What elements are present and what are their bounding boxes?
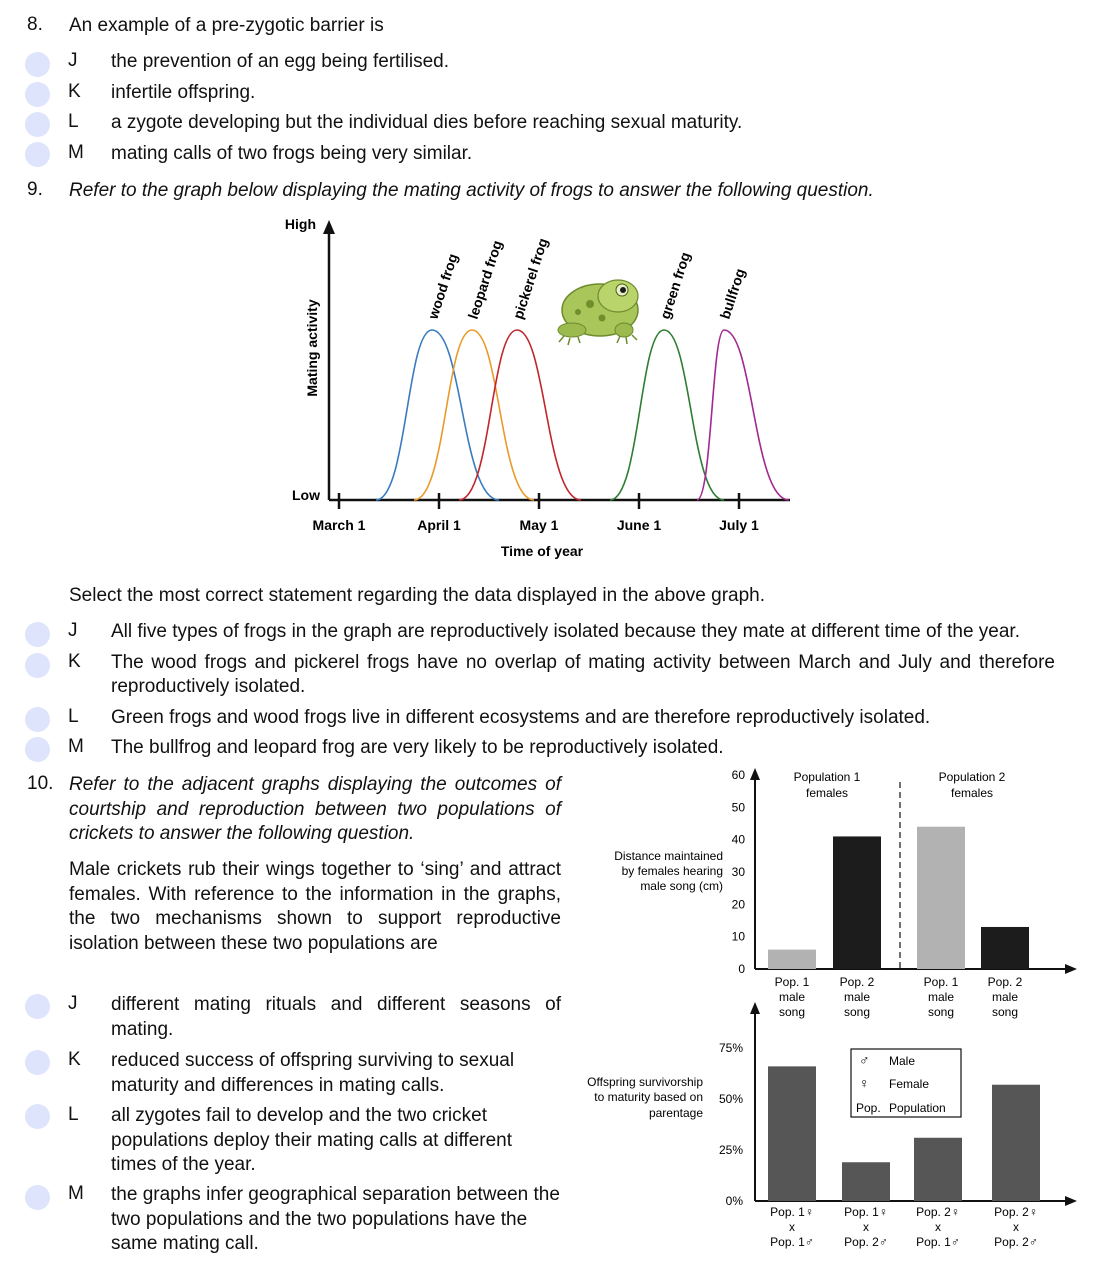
q10-option-k-letter: K (68, 1049, 81, 1070)
distance-x-label: male (991, 990, 1019, 1004)
distance-y-tick-label: 0 (738, 962, 745, 976)
distance-group2-line2: females (950, 786, 994, 800)
distance-x-label: song (991, 1005, 1019, 1019)
frog-series-label: bullfrog (716, 266, 748, 321)
q9-number: 9. (27, 179, 43, 200)
survivorship-bar (768, 1066, 816, 1201)
q9-option-j-text: All five types of frogs in the graph are reproductively isolated because they mate at different time of the year. (111, 621, 1020, 642)
survivorship-x-label: Pop. 1♂ (916, 1235, 960, 1249)
survivorship-ylabel-line2: to maturity based on (594, 1090, 703, 1104)
q10-option-j-letter: J (68, 993, 78, 1014)
distance-bar (981, 927, 1029, 969)
q9-option-l-letter: L (68, 706, 79, 727)
q10-option-j-radio[interactable] (25, 994, 50, 1019)
q9-option-m-text: The bullfrog and leopard frog are very likely to be reproductively isolated. (111, 737, 724, 758)
survivorship-bar (914, 1138, 962, 1201)
q10-option-j-text: different mating rituals and different seasons of mating. (111, 994, 561, 1040)
survivorship-x-label: x (1013, 1220, 1019, 1234)
survivorship-bar (842, 1162, 890, 1201)
distance-y-tick-label: 50 (731, 800, 745, 815)
frog-chart-y-high: High (284, 216, 316, 232)
distance-y-tick-label: 60 (731, 768, 745, 782)
q10-option-m-text: the graphs infer geographical separation between the two populations and the two populations have the same mating call. (111, 1184, 560, 1254)
frog-series-green-frog (610, 330, 724, 500)
q8-option-m-text: mating calls of two frogs being very similar. (111, 143, 473, 164)
q8-option-k-letter: K (68, 81, 81, 102)
q10-option-m-letter: M (68, 1183, 84, 1204)
survivorship-x-label: Pop. 2♂ (994, 1235, 1038, 1249)
q8-option-k-radio[interactable] (25, 82, 50, 107)
distance-x-label: male (927, 990, 955, 1004)
distance-ylabel-line3: male song (cm) (640, 879, 723, 893)
q9-option-j-letter: J (68, 620, 78, 641)
survivorship-y-tick-label: 75% (718, 1041, 743, 1055)
q9-stem: Refer to the graph below displaying the mating activity of frogs to answer the following question. (69, 180, 874, 201)
distance-y-tick-label: 20 (731, 897, 745, 912)
q8-option-l-text: a zygote developing but the individual dies before reaching sexual maturity. (111, 112, 743, 133)
frog-chart-y-label: Mating activity (304, 299, 320, 397)
q10-option-l-text: all zygotes fail to develop and the two cricket populations deploy their mating calls at different times of the year. (111, 1105, 513, 1175)
survivorship-x-label: Pop. 2♂ (844, 1235, 888, 1249)
q8-option-j-text: the prevention of an egg being fertilised. (111, 51, 450, 72)
legend-male-label: Male (889, 1054, 916, 1068)
distance-group2-line1: Population 2 (938, 770, 1006, 784)
survivorship-x-label: Pop. 1♀ (770, 1205, 814, 1219)
frog-chart-y-low: Low (292, 487, 320, 503)
q8-option-j-letter: J (68, 50, 78, 71)
cricket-charts (575, 760, 1090, 1260)
distance-bar (917, 827, 965, 969)
distance-bar (768, 950, 816, 969)
frog-chart-x-tick-label: May 1 (519, 517, 559, 533)
distance-x-label: Pop. 1 (774, 975, 810, 989)
frog-chart-x-tick-label: June 1 (616, 517, 662, 533)
q10-option-l-radio[interactable] (25, 1104, 50, 1129)
q8-option-l-radio[interactable] (25, 112, 50, 137)
frog-series-label: pickerel frog (509, 236, 551, 321)
legend-female-symbol: ♀ (859, 1075, 870, 1091)
distance-x-label: Pop. 2 (839, 975, 875, 989)
distance-group1-line2: females (805, 786, 849, 800)
distance-x-label: song (778, 1005, 806, 1019)
q9-option-l-radio[interactable] (25, 707, 50, 732)
q8-option-k-text: infertile offspring. (111, 82, 256, 103)
frog-chart-x-tick-label: July 1 (719, 517, 759, 533)
survivorship-x-label: Pop. 1♀ (844, 1205, 888, 1219)
frog-chart-y-arrow (323, 220, 335, 234)
q9-option-k-letter: K (68, 651, 81, 672)
legend-female-label: Female (889, 1077, 930, 1091)
q8-option-m-radio[interactable] (25, 142, 50, 167)
survivorship-x-label: Pop. 1♂ (770, 1235, 814, 1249)
q8-option-l-letter: L (68, 111, 79, 132)
survivorship-y-tick-label: 50% (718, 1092, 743, 1106)
distance-x-label: male (778, 990, 806, 1004)
distance-y-tick-label: 40 (731, 832, 745, 847)
distance-x-label: song (927, 1005, 955, 1019)
legend-male-symbol: ♂ (859, 1052, 870, 1068)
frog-series-wood-frog (376, 330, 499, 500)
q10-option-k-text: reduced success of offspring surviving to sexual maturity and differences in mating calls. (111, 1050, 515, 1096)
q9-option-j-radio[interactable] (25, 622, 50, 647)
q8-option-m-letter: M (68, 142, 84, 163)
frog-chart-x-tick-label: April 1 (417, 517, 461, 533)
q10-number: 10. (27, 773, 54, 794)
q9-question: Select the most correct statement regarding the data displayed in the above graph. (69, 585, 766, 606)
legend-pop-label: Population (889, 1101, 946, 1115)
q10-option-l-letter: L (68, 1104, 79, 1125)
frog-series-pickerel-frog (459, 330, 581, 500)
frog-chart-x-tick-label: March 1 (312, 517, 366, 533)
frog-illustration-icon (558, 280, 638, 345)
distance-group1-line1: Population 1 (793, 770, 861, 784)
survivorship-x-label: x (935, 1220, 941, 1234)
frog-series-leopard-frog (414, 330, 534, 500)
survivorship-ylabel-line3: parentage (648, 1106, 703, 1120)
distance-bar (833, 836, 881, 969)
distance-x-label: Pop. 2 (987, 975, 1023, 989)
survivorship-chart (587, 1002, 1077, 1249)
frog-chart-x-label: Time of year (500, 543, 584, 559)
frog-series-bullfrog (697, 330, 789, 500)
legend-pop-symbol: Pop. (856, 1101, 881, 1115)
survivorship-x-label: x (789, 1220, 795, 1234)
q10-option-m-radio[interactable] (25, 1185, 50, 1210)
survivorship-x-label: Pop. 2♀ (916, 1205, 960, 1219)
distance-x-label: song (843, 1005, 871, 1019)
q10-stem: Refer to the adjacent graphs displaying the outcomes of courtship and reproduction between two populations of crickets to answer the following question. (69, 774, 561, 844)
survivorship-legend (851, 1049, 961, 1117)
frog-mating-chart (270, 208, 810, 568)
q9-option-m-letter: M (68, 736, 84, 757)
survivorship-y-tick-label: 25% (718, 1143, 743, 1157)
frog-series-label: wood frog (424, 251, 461, 321)
q8-stem: An example of a pre-zygotic barrier is (69, 15, 384, 36)
survivorship-y-tick-label: 0% (725, 1194, 743, 1208)
frog-series-label: leopard frog (464, 238, 506, 321)
distance-ylabel-line2: by females hearing (621, 864, 723, 878)
survivorship-bar (992, 1085, 1040, 1201)
q8-option-j-radio[interactable] (25, 52, 50, 77)
distance-ylabel-line1: Distance maintained (614, 849, 723, 863)
q9-option-l-text: Green frogs and wood frogs live in different ecosystems and are therefore reproductively isolated. (111, 707, 931, 728)
q9-option-m-radio[interactable] (25, 737, 50, 762)
survivorship-ylabel-line1: Offspring survivorship (587, 1075, 703, 1089)
survivorship-x-label: Pop. 2♀ (994, 1205, 1038, 1219)
q10-body: Male crickets rub their wings together to ‘sing’ and attract females. With reference to the information in the graphs, the two mechanisms shown to support reproductive isolation between these two populations are (69, 859, 561, 954)
distance-x-label: Pop. 1 (923, 975, 959, 989)
q9-option-k-radio[interactable] (25, 653, 50, 678)
distance-chart (614, 768, 1077, 1019)
distance-y-tick-label: 10 (731, 929, 745, 944)
q10-option-k-radio[interactable] (25, 1050, 50, 1075)
distance-y-tick-label: 30 (731, 865, 745, 879)
frog-series-label: green frog (656, 250, 694, 321)
q8-number: 8. (27, 14, 43, 35)
q9-option-k-text: The wood frogs and pickerel frogs have no overlap of mating activity between March and July and therefore reproductively isolated. (111, 652, 1055, 697)
survivorship-x-label: x (863, 1220, 869, 1234)
distance-x-label: male (843, 990, 871, 1004)
